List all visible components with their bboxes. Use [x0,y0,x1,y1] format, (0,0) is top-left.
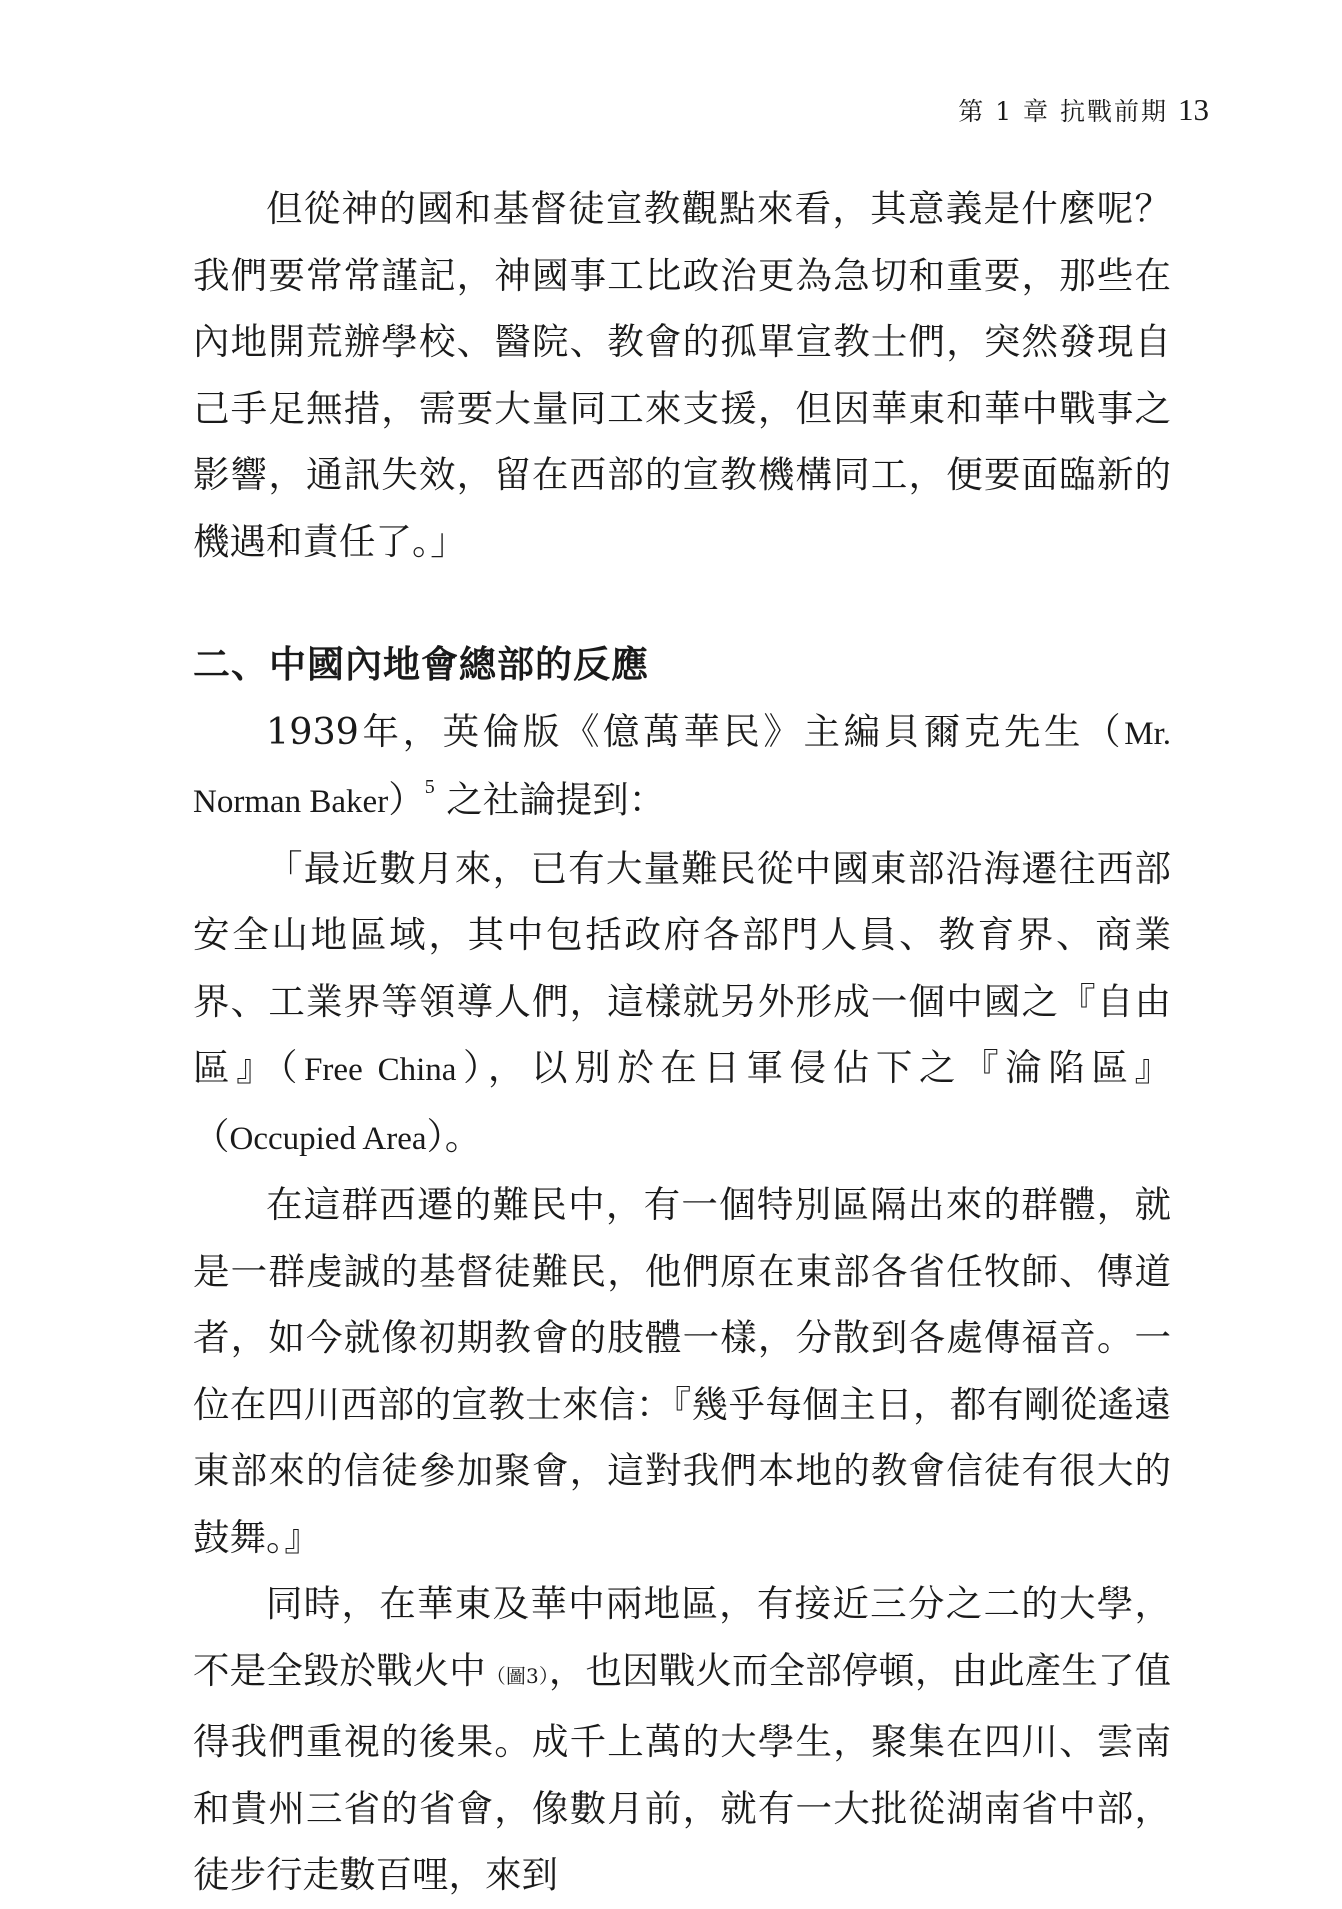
paragraph-1: 但從神的國和基督徒宣教觀點來看，其意義是什麼呢？我們要常常謹記，神國事工比政治更為急切和重要，那些在內地開荒辦學校、醫院、教會的孤單宣教士們，突然發現自己手足無措，需要大量同工來支援，但因華東和華中戰事之影響，通訊失效，留在西部的宣教機構同工，便要面臨新的機遇和責任了。」 [193,187,1171,563]
paragraph-3-text-c: ）。 [426,1114,482,1158]
paragraph-2-text-c: 之社論提到： [434,778,666,821]
paragraph-2-text-b: ） [388,778,425,821]
figure-reference[interactable]: （圖3） [485,1663,549,1688]
person-name: Mr. Norman Baker [193,715,1171,820]
section-heading: 二、中國內地會總部的反應 [193,643,649,686]
paragraph-5-text-b: ，也因戰火而全部停頓，由此產生了值得我們重視的後果。成千上萬的大學生，聚集在四川、雲南和貴州三省的省會，像數月前，就有一大批從湖南省中部，徒步行走數百哩，來到 [193,1648,1172,1896]
free-china-term: Free China [304,1052,457,1088]
paragraph-3-text-b: ），以別於在日軍侵佔下之『淪陷區』（ [193,1046,1172,1158]
occupied-area-term: Occupied Area [229,1120,427,1157]
paragraph-2 [193,699,1171,836]
chapter-title: 第 1 章 抗戰前期 [958,97,1168,126]
section-spacer [193,575,1171,632]
paragraph-4: 在這群西遷的難民中，有一個特別區隔出來的群體，就是一群虔誠的基督徒難民，他們原在東部各省任牧師、傳道者，如今就像初期教會的肢體一樣，分散到各處傳福音。一位在四川西部的宣教士來信：『幾乎每個主日，都有剛從遙遠東部來的信徒參加聚會，這對我們本地的教會信徒有很大的鼓舞。』 [193,1183,1171,1559]
paragraph-3 [193,836,1171,1173]
footnote-marker[interactable]: 5 [424,776,435,798]
paragraph-5-text-a: 同時，在華東及華中兩地區，有接近三分之二的大學，不是全毀於戰火中 [193,1582,1171,1692]
page-number: 13 [1178,92,1209,127]
running-header [958,92,1209,128]
paragraph-5 [193,1571,1171,1909]
page-body [193,176,1171,1909]
paragraph-2-text-a: 1939年，英倫版《億萬華民》主編貝爾克先生（ [266,709,1125,753]
paragraph-3-text-a: 「最近數月來，已有大量難民從中國東部沿海遷往西部安全山地區域，其中包括政府各部門人員、教育界、商業界、工業界等領導人們，這樣就另外形成一個中國之『自由區』（ [193,846,1171,1089]
